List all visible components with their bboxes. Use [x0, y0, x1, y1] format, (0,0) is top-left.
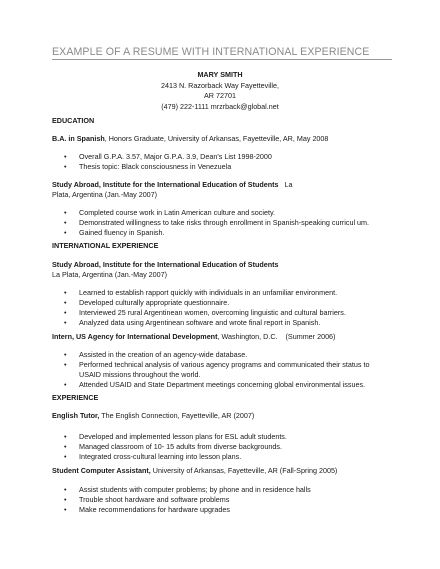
experience-job-2-details: University of Arkansas, Fayetteville, AR (Fall-Spring 2005): [150, 466, 338, 475]
international-job-1-title: Study Abroad, Institute for the International Education of Students: [52, 260, 279, 269]
study-abroad-location: Plata, Argentina (Jan.-May 2007): [52, 190, 158, 199]
study-abroad-bullet-list: [64, 208, 369, 238]
international-job-2: [52, 332, 335, 342]
contact-address-line-1: 2413 N. Razorback Way Fayetteville,: [161, 80, 279, 90]
contact-name: MARY SMITH: [197, 70, 243, 79]
list-item: • Completed course work in Latin American culture and society.: [64, 208, 369, 218]
education-degree: [52, 134, 328, 144]
experience-job-2: [52, 466, 337, 476]
list-item: • Thesis topic: Black consciousness in Venezuela: [64, 162, 272, 172]
list-item: • Developed and implemented lesson plans for ESL adult students.: [64, 432, 287, 442]
list-item: • Demonstrated willingness to take risks through enrollment in Spanish-speaking curricul um.: [64, 218, 369, 228]
international-job-2-title: Intern, US Agency for International Development: [52, 332, 218, 341]
contact-address-line-2: AR 72701: [204, 91, 236, 100]
education-study-abroad: [52, 180, 293, 190]
study-abroad-title: Study Abroad, Institute for the International Education of Students: [52, 180, 279, 189]
experience-job-1-bullet-list: [64, 432, 287, 462]
list-item: • Assisted in the creation of an agency-wide database.: [64, 350, 369, 360]
list-item: • Attended USAID and State Department meetings concerning global environmental issues.: [64, 380, 369, 390]
section-heading-education: EDUCATION: [52, 116, 95, 125]
international-job-2-bullet-list: [64, 350, 369, 390]
experience-job-1-title: English Tutor,: [52, 411, 100, 420]
list-item: • Integrated cross-cultural learning into lesson plans.: [64, 452, 287, 462]
list-item: • Trouble shoot hardware and software problems: [64, 495, 311, 505]
list-item: • Developed culturally appropriate questionnaire.: [64, 298, 346, 308]
experience-job-1-details: The English Connection, Fayetteville, AR (2007): [99, 411, 255, 420]
experience-job-2-title: Student Computer Assistant,: [52, 466, 151, 475]
list-item: • Overall G.P.A. 3.57, Major G.P.A. 3.9, Dean's List 1998-2000: [64, 152, 272, 162]
international-job-2-details: , Washington, D.C. (Summer 2006): [217, 332, 336, 341]
international-job-1-bullet-list: [64, 288, 346, 328]
study-abroad-location-start: La: [284, 180, 293, 189]
degree-details: , Honors Graduate, University of Arkansas, Fayetteville, AR, May 2008: [104, 134, 329, 143]
international-job-1-location: La Plata, Argentina (Jan.-May 2007): [52, 270, 168, 279]
list-item: • Assist students with computer problems; by phone and in residence halls: [64, 485, 311, 495]
contact-phone-email: (479) 222-1111 mrzrback@global.net: [161, 101, 279, 111]
contact-block: [0, 70, 440, 112]
experience-job-1: [52, 411, 254, 421]
section-heading-international-experience: INTERNATIONAL EXPERIENCE: [52, 241, 159, 250]
list-item: • Interviewed 25 rural Argentinean women, overcoming linguistic and cultural barriers.: [64, 308, 346, 318]
experience-job-2-bullet-list: [64, 485, 311, 515]
degree-title: B.A. in Spanish: [52, 134, 105, 143]
list-item: • Performed technical analysis of various agency programs and communicated their status to: [64, 360, 369, 370]
list-item: • Managed classroom of 10- 15 adults from diverse backgrounds.: [64, 442, 287, 452]
document-title: EXAMPLE OF A RESUME WITH INTERNATIONAL EXPERIENCE: [52, 46, 392, 60]
section-heading-experience: EXPERIENCE: [52, 393, 99, 402]
list-item: • Learned to establish rapport quickly with individuals in an unfamiliar environment.: [64, 288, 346, 298]
degree-bullet-list: [64, 152, 272, 172]
list-item: • Gained fluency in Spanish.: [64, 228, 369, 238]
list-item: • Analyzed data using Argentinean software and wrote final report in Spanish.: [64, 318, 346, 328]
list-item: • Make recommendations for hardware upgrades: [64, 505, 311, 515]
list-item-continuation: USAID missions throughout the world.: [79, 370, 201, 379]
